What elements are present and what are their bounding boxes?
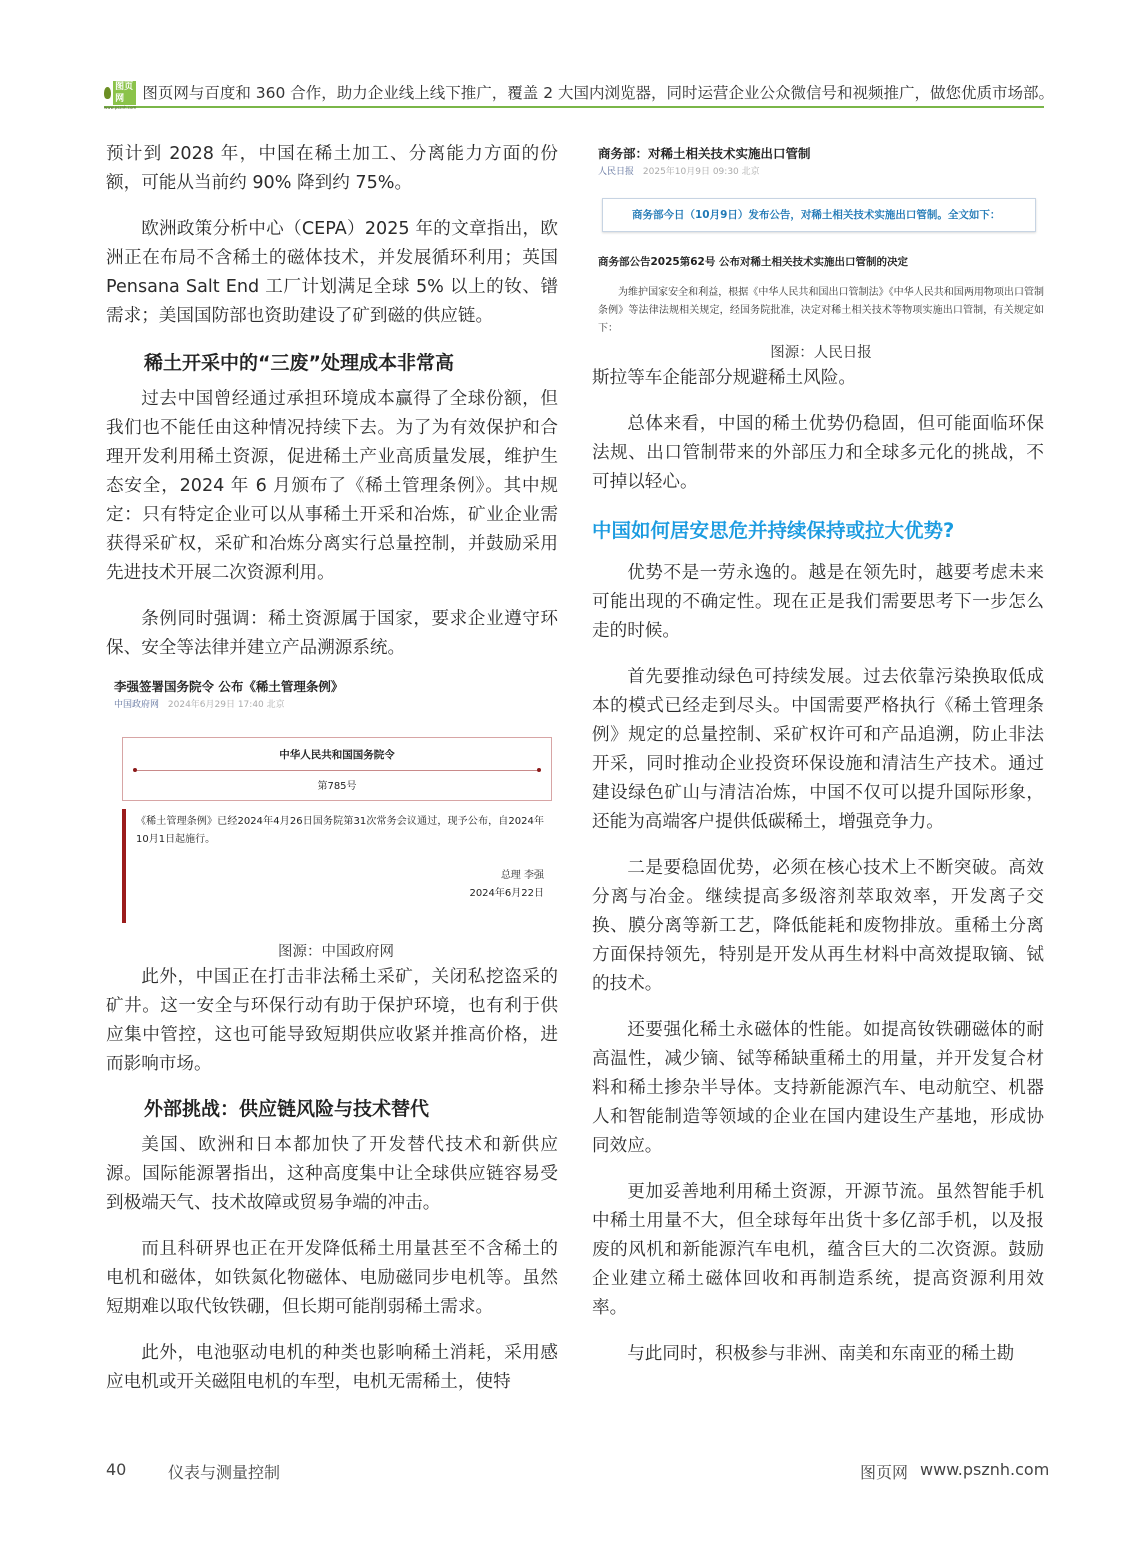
logo-url: www.psznh.com	[104, 105, 137, 110]
paragraph: 更加妥善地利用稀土资源，开源节流。虽然智能手机中稀土用量不大，但全球每年出货十多亿部手机，以及报废的风机和新能源汽车电机，蕴含巨大的二次资源。鼓励企业建立稀土磁体回收和再制造系统，提高资源利用效率。	[592, 1182, 1044, 1318]
paragraph: 预计到 2028 年，中国在稀土加工、分离能力方面的份额，可能从当前约 90% 降到约 75%。	[106, 144, 558, 193]
paragraph: 美国、欧洲和日本都加快了开发替代技术和新供应源。国际能源署指出，这种高度集中让全球供应链容易受到极端天气、技术故障或贸易争端的冲击。	[106, 1135, 558, 1213]
header-banner: 图页网与百度和 360 合作，助力企业线上线下推广，覆盖 2 大国内浏览器，同时运营企业公众微信号和视频推广，做您优质市场部。	[142, 84, 1054, 102]
left-column	[106, 140, 558, 1397]
dot-icon	[133, 768, 137, 772]
paragraph: 二是要稳固优势，必须在核心技术上不断突破。高效分离与冶金。继续提高多级溶剂萃取效率，开发离子交换、膜分离等新工艺，降低能耗和废物排放。重稀土分离方面保持领先，特别是开发从再生材料中高效提取镝、铽的技术。	[592, 858, 1044, 994]
figure-caption: 图源：人民日报	[770, 345, 872, 361]
figure-gov-decree	[106, 677, 558, 963]
leaf-icon	[104, 87, 111, 99]
decree-body: 《稀土管理条例》已经2024年4月26日国务院第31次常务会议通过，现予公布，自2024年10月1日起施行。	[136, 816, 544, 845]
section-heading: 外部挑战：供应链风险与技术替代	[144, 1098, 430, 1120]
figure-title: 李强签署国务院令 公布《稀土管理条例》	[114, 679, 344, 694]
paragraph: 此外，中国正在打击非法稀土采矿，关闭私挖盗采的矿井。这一安全与环保行动有助于保护环境，也有利于供应集中管控，这也可能导致短期供应收紧并推高价格，进而影响市场。	[106, 967, 558, 1074]
paragraph: 斯拉等车企能部分规避稀土风险。	[592, 368, 856, 388]
figure-title: 商务部：对稀土相关技术实施出口管制	[598, 146, 811, 161]
figure-mofcom-notice	[592, 144, 1044, 364]
figure-date: 2024年6月29日 17:40 北京	[167, 700, 285, 710]
section-heading: 中国如何居安思危并持续保持或拉大优势?	[592, 519, 955, 542]
doc-title: 商务部公告2025第62号 公布对稀土相关技术实施出口管制的决定	[598, 256, 908, 268]
figure-source: 中国政府网	[114, 700, 160, 710]
decree-header-box	[122, 737, 552, 801]
paragraph: 总体来看，中国的稀土优势仍稳固，但可能面临环保法规、出口管制带来的外部压力和全球多元化的挑战，不可掉以轻心。	[592, 414, 1044, 492]
site-logo	[104, 81, 137, 110]
figure-caption: 图源：中国政府网	[278, 944, 394, 960]
decree-signer: 总理 李强	[500, 870, 544, 881]
decree-date: 2024年6月22日	[469, 888, 544, 899]
footer-site-name: 图页网	[860, 1463, 909, 1482]
figure-meta	[114, 697, 558, 713]
decree-quote	[122, 809, 552, 923]
footer-site-url[interactable]: www.psznh.com	[920, 1460, 1050, 1479]
paragraph: 还要强化稀土永磁体的性能。如提高钕铁硼磁体的耐高温性，减少镝、铽等稀缺重稀土的用量，并开发复合材料和稀土掺杂半导体。支持新能源汽车、电动航空、机器人和智能制造等领域的企业在国内建设生产基地，形成协同效应。	[592, 1020, 1044, 1156]
figure-date: 2025年10月9日 09:30 北京	[642, 167, 760, 177]
paragraph: 与此同时，积极参与非洲、南美和东南亚的稀土勘	[627, 1344, 1015, 1364]
doc-body: 为维护国家安全和利益，根据《中华人民共和国出口管制法》《中华人民共和国两用物项出口管制条例》等法律法规相关规定，经国务院批准，决定对稀土相关技术等物项实施出口管制，有关规定如下：	[598, 287, 1044, 334]
page-number: 40	[106, 1460, 127, 1479]
section-heading: 稀土开采中的“三废”处理成本非常高	[144, 352, 454, 374]
figure-source: 人民日报	[598, 167, 635, 177]
right-column	[592, 144, 1044, 1369]
paragraph: 此外，电池驱动电机的种类也影响稀土消耗，采用感应电机或开关磁阻电机的车型，电机无需稀土，使特	[106, 1343, 558, 1392]
paragraph: 欧洲政策分析中心（CEPA）2025 年的文章指出，欧洲正在布局不含稀土的磁体技术，并发展循环利用；英国 Pensana Salt End 工厂计划满足全球 5% 以上的钕、镨需求；美国国防部也资助建设了矿到磁的供应链。	[106, 219, 558, 326]
decree-number: 第785号	[317, 781, 357, 792]
journal-name: 仪表与测量控制	[168, 1463, 281, 1482]
figure-meta	[598, 164, 1044, 180]
logo-name: 图页网	[113, 81, 136, 105]
page-header	[104, 78, 1054, 110]
decree-title: 中华人民共和国国务院令	[279, 749, 395, 761]
paragraph: 优势不是一劳永逸的。越是在领先时，越要考虑未来可能出现的不确定性。现在正是我们需要思考下一步怎么走的时候。	[592, 563, 1044, 641]
decree-divider	[133, 766, 541, 776]
paragraph: 而且科研界也正在开发降低稀土用量甚至不含稀土的电机和磁体，如铁氮化物磁体、电励磁同步电机等。虽然短期难以取代钕铁硼，但长期可能削弱稀土需求。	[106, 1239, 558, 1317]
paragraph: 首先要推动绿色可持续发展。过去依靠污染换取低成本的模式已经走到尽头。中国需要严格执行《稀土管理条例》规定的总量控制、采矿权许可和产品追溯，防止非法开采，同时推动企业投资环保设施和清洁生产技术。通过建设绿色矿山与清洁冶炼，中国不仅可以提升国际形象，还能为高端客户提供低碳稀土，增强竞争力。	[592, 667, 1044, 832]
paragraph: 过去中国曾经通过承担环境成本赢得了全球份额，但我们也不能任由这种情况持续下去。为了为有效保护和合理开发利用稀土资源，促进稀土产业高质量发展，维护生态安全，2024 年 6 月颁布了《稀土管理条例》。其中规定：只有特定企业可以从事稀土开采和冶炼，矿业企业需获得采矿权，采矿和冶炼分离实行总量控制，并鼓励采用先进技术开展二次资源利用。	[106, 389, 558, 583]
paragraph: 条例同时强调：稀土资源属于国家，要求企业遵守环保、安全等法律并建立产品溯源系统。	[106, 609, 558, 658]
notice-box: 商务部今日（10月9日）发布公告，对稀土相关技术实施出口管制。全文如下：	[602, 198, 1036, 232]
dot-icon	[537, 768, 541, 772]
